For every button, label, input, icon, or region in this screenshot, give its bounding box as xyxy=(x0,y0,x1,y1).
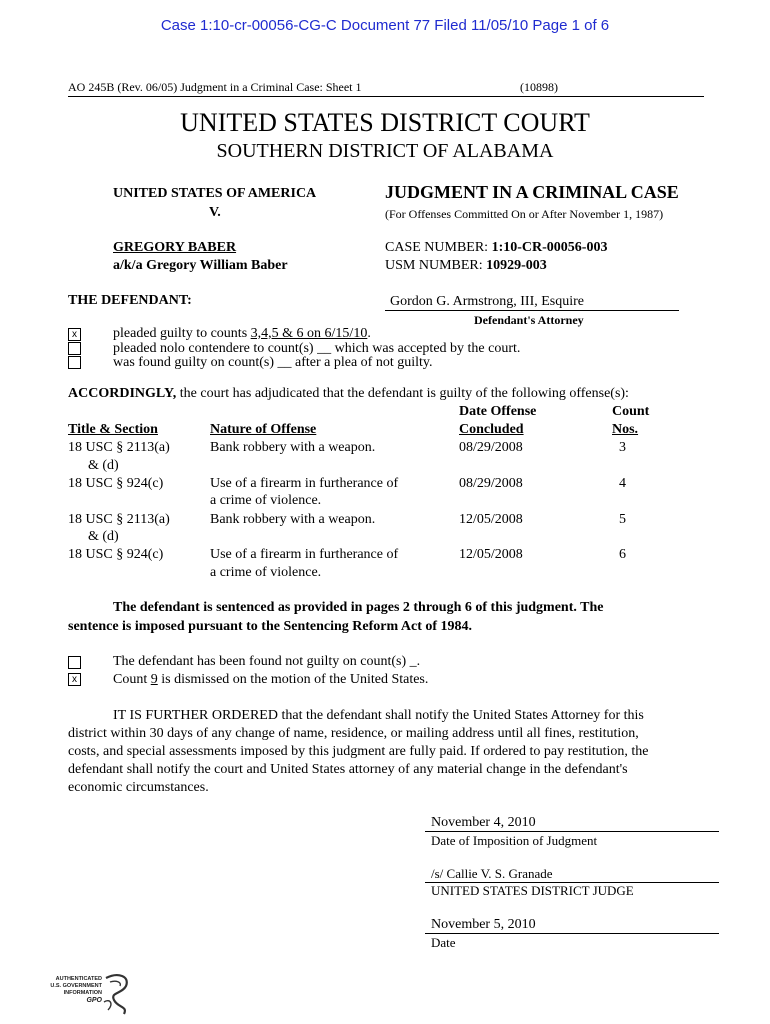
gpo-line3: INFORMATION xyxy=(63,990,102,996)
row3-nature: Bank robbery with a weapon. xyxy=(210,512,376,527)
signed-date-rule xyxy=(425,933,719,934)
row1-date: 08/29/2008 xyxy=(459,440,523,455)
court-title: UNITED STATES DISTRICT COURT xyxy=(180,108,590,137)
sentence-statement-line1: The defendant is sentenced as provided in pages 2 through 6 of this judgment. The xyxy=(113,600,604,615)
imposition-label: Date of Imposition of Judgment xyxy=(431,833,598,848)
versus: V. xyxy=(209,205,221,220)
plea-found-guilty-checkbox[interactable] xyxy=(68,356,81,369)
plea-guilty-end: . xyxy=(367,326,371,341)
form-id: AO 245B (Rev. 06/05) Judgment in a Criminal Case: Sheet 1 xyxy=(68,80,362,94)
further-ordered-line5: economic circumstances. xyxy=(68,780,209,795)
header-count: Count xyxy=(612,404,650,419)
row3-section-cont: & (d) xyxy=(88,529,119,544)
gpo-line1: AUTHENTICATED xyxy=(55,976,102,982)
signed-date-label: Date xyxy=(431,935,456,950)
dismissed-text xyxy=(113,672,428,688)
judge-title: UNITED STATES DISTRICT JUDGE xyxy=(431,883,634,898)
court-district: SOUTHERN DISTRICT OF ALABAMA xyxy=(216,140,554,162)
usm-number-label: USM NUMBER: xyxy=(385,258,483,273)
row1-section-cont: & (d) xyxy=(88,458,119,473)
gpo-authentication-seal xyxy=(40,972,140,1018)
row4-date: 12/05/2008 xyxy=(459,547,523,562)
row1-nature: Bank robbery with a weapon. xyxy=(210,440,376,455)
plea-found-guilty-text: was found guilty on count(s) __ after a plea of not guilty. xyxy=(113,355,433,370)
row1-section: 18 USC § 2113(a) xyxy=(68,440,170,455)
accordingly-rest: the court has adjudicated that the defendant is guilty of the following offense(s): xyxy=(176,386,629,401)
doc-number: (10898) xyxy=(520,80,558,94)
header-nos: Nos. xyxy=(612,422,639,437)
row1-count: 3 xyxy=(619,440,626,455)
header-date-offense: Date Offense xyxy=(459,404,537,419)
further-ordered-line1: IT IS FURTHER ORDERED that the defendant shall notify the United States Attorney for this xyxy=(113,708,644,723)
header-nature: Nature of Offense xyxy=(210,422,317,437)
row2-date: 08/29/2008 xyxy=(459,476,523,491)
accordingly-lead: ACCORDINGLY, xyxy=(68,386,177,401)
dismissed-checkbox[interactable]: x xyxy=(68,673,81,686)
row3-count: 5 xyxy=(619,512,626,527)
case-number-label: CASE NUMBER: xyxy=(385,240,489,255)
defendant-alias: a/k/a Gregory William Baber xyxy=(113,258,288,273)
gpo-line2: U.S. GOVERNMENT xyxy=(50,983,102,989)
row2-nature-cont: a crime of violence. xyxy=(210,493,322,508)
not-guilty-checkbox[interactable] xyxy=(68,656,81,669)
judgment-title: JUDGMENT IN A CRIMINAL CASE xyxy=(385,182,679,202)
header-concluded: Concluded xyxy=(459,422,524,437)
further-ordered-line3: costs, and special assessments imposed by this judgment are fully paid. If ordered to pay restitution, the xyxy=(68,744,649,759)
plea-guilty-text xyxy=(113,326,371,342)
offense-date-note: (For Offenses Committed On or After November 1, 1987) xyxy=(385,207,664,221)
usm-number: 10929-003 xyxy=(486,258,547,273)
dismissed-count: 9 xyxy=(150,672,158,687)
row2-nature: Use of a firearm in furtherance of xyxy=(210,476,399,491)
judge-signature: /s/ Callie V. S. Granade xyxy=(431,866,553,881)
filing-stamp: Case 1:10-cr-00056-CG-C Document 77 Filed 11/05/10 Page 1 of 6 xyxy=(160,17,610,34)
header-rule xyxy=(68,96,704,97)
accordingly-statement xyxy=(68,386,629,402)
signed-date: November 5, 2010 xyxy=(431,917,536,932)
eagle-icon xyxy=(100,972,134,1018)
case-number: 1:10-CR-00056-003 xyxy=(491,240,608,255)
case-number-row xyxy=(385,240,607,256)
defendant-name: GREGORY BABER xyxy=(113,240,237,255)
attorney-label: Defendant's Attorney xyxy=(474,313,584,327)
dismissed-lead: Count xyxy=(113,672,151,687)
row4-section: 18 USC § 924(c) xyxy=(68,547,164,562)
further-ordered-line4: defendant shall notify the court and United States attorney of any material change in the defendant's xyxy=(68,762,628,777)
defense-attorney: Gordon G. Armstrong, III, Esquire xyxy=(390,294,585,309)
dismissed-rest: is dismissed on the motion of the United States. xyxy=(157,672,429,687)
row3-date: 12/05/2008 xyxy=(459,512,523,527)
row2-count: 4 xyxy=(619,476,626,491)
usm-number-row xyxy=(385,258,547,274)
plaintiff: UNITED STATES OF AMERICA xyxy=(113,186,317,201)
header-title-section: Title & Section xyxy=(68,422,158,437)
row3-section: 18 USC § 2113(a) xyxy=(68,512,170,527)
plea-nolo-text: pleaded nolo contendere to count(s) __ which was accepted by the court. xyxy=(113,341,521,356)
row4-nature: Use of a firearm in furtherance of xyxy=(210,547,399,562)
row2-section: 18 USC § 924(c) xyxy=(68,476,164,491)
row4-count: 6 xyxy=(619,547,626,562)
not-guilty-text: The defendant has been found not guilty on count(s) _. xyxy=(113,654,421,669)
plea-guilty-counts: 3,4,5 & 6 on 6/15/10 xyxy=(250,326,368,341)
plea-guilty-lead: pleaded guilty to counts xyxy=(113,326,251,341)
row4-nature-cont: a crime of violence. xyxy=(210,565,322,580)
plea-guilty-checkbox[interactable]: x xyxy=(68,328,81,341)
attorney-rule xyxy=(385,310,679,311)
gpo-seal-text xyxy=(40,976,102,1004)
gpo-line4: GPO xyxy=(86,997,102,1004)
imposition-rule xyxy=(425,831,719,832)
defendant-label: THE DEFENDANT: xyxy=(68,293,192,308)
sentence-statement-line2: sentence is imposed pursuant to the Sentencing Reform Act of 1984. xyxy=(68,619,473,634)
further-ordered-line2: district within 30 days of any change of name, residence, or mailing address until all fines, restitution, xyxy=(68,726,639,741)
plea-nolo-checkbox[interactable] xyxy=(68,342,81,355)
imposition-date: November 4, 2010 xyxy=(431,815,536,830)
